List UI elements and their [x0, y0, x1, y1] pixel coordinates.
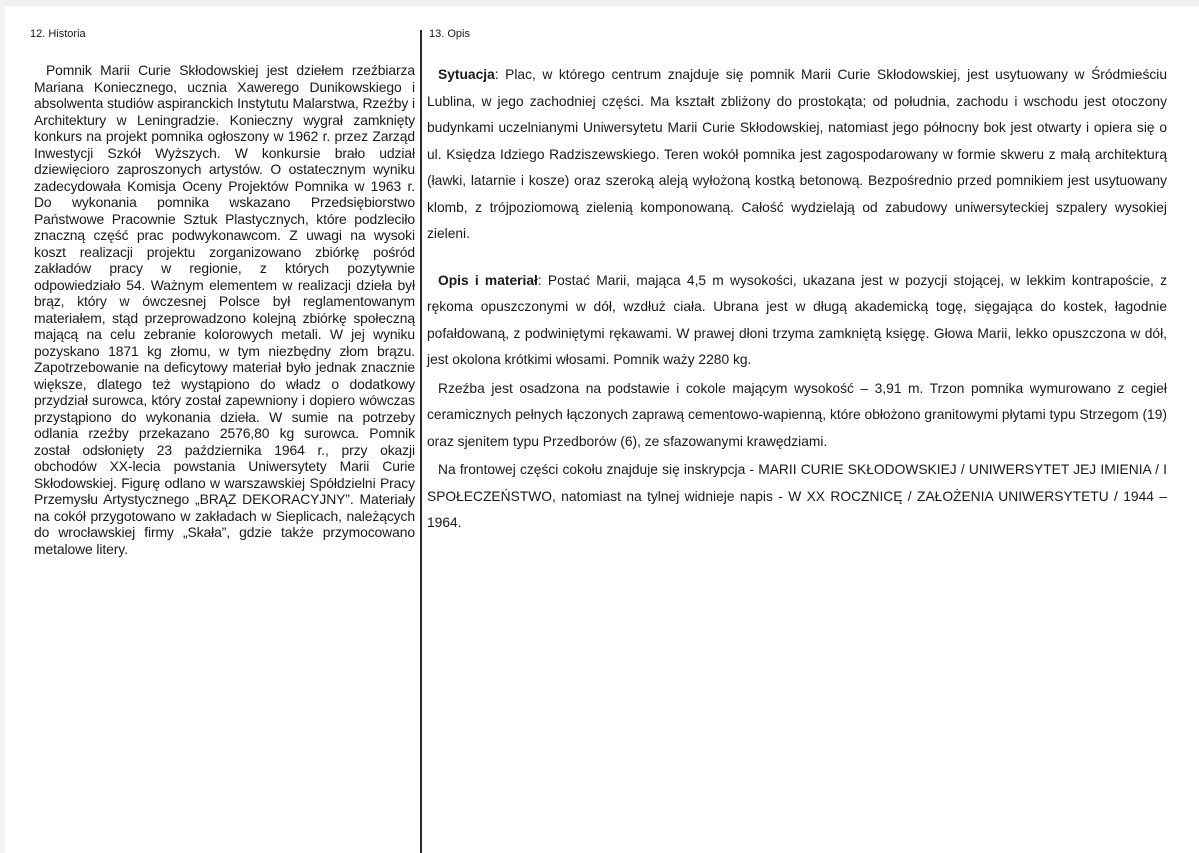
material-text: : Postać Marii, mająca 4,5 m wysokości, ukazana jest w pozycji stojącej, w lekkim kontrapoście, z rękoma opuszczonymi w dół, wzdłuż ciała. Ubrana jest w długą akademicką togę, sięgająca do kostek, łagodnie pofałdowaną, z podwiniętymi rękawami. W prawej dłoni trzyma zamkniętą księgę. Głowa Marii, lekko opuszczona w dół, jest okolona krótkimi włosami. Pomnik waży 2280 kg. — [427, 272, 1167, 367]
material-label: Opis i materiał — [438, 272, 538, 288]
description-heading: 13. Opis — [429, 28, 470, 40]
scan-left-edge — [0, 0, 5, 853]
column-divider — [420, 30, 422, 853]
history-text: Pomnik Marii Curie Skłodowskiej jest dziełem rzeźbiarza Mariana Koniecznego, ucznia Xawerego Dunikowskiego i absolwenta studiów aspiranckich Instytutu Malarstwa, Rzeźby i Architektury w Leningradzie. Konieczny wygrał zamknięty konkurs na projekt pomnika ogłoszony w 1962 r. przez Zarząd Inwestycji Szkół Wyższych. W konkursie brało udział dziewięcioro zaproszonych artystów. O ostatecznym wyniku zadecydowała Komisja Oceny Projektów Pomnika w 1963 r. Do wykonania pomnika wskazano Przedsiębiorstwo Państwowe Pracownie Sztuk Plastycznych, które podzleciło znaczną część prac podwykonawcom. Z uwagi na wysoki koszt realizacji projektu zorganizowano zbiórkę pośród zakładów pracy w regionie, z których pozytywnie odpowiedziało 54. Ważnym elementem w realizacji dzieła był brąz, który w ówczesnej Polsce był reglamentowanym materiałem, stąd przeprowadzono kolejną zbiórkę społeczną mającą na celu zebranie kolorowych metali. W jej wyniku pozyskano 1871 kg złomu, w tym niezbędny złom brązu. Zapotrzebowanie na deficytowy materiał było jednak znacznie większe, dlatego też wystąpiono do władz o dodatkowy przydział surowca, który został zapewniony i dopiero wówczas przystąpiono do wykonania dzieła. W sumie na potrzeby odlania rzeźby przekazano 2576,80 kg surowca. Pomnik został odsłonięty 23 października 1964 r., przy okazji obchodów XX-lecia powstania Uniwersytety Marii Curie Skłodowskiej. Figurę odlano w warszawskiej Spółdzielni Pracy Przemysłu Artystycznego „BRĄZ DEKORACYJNY”. Materiały na cokół przygotowano w zakładach w Sieplicach, należących do wrocławskiej firmy „Skała”, gdzie także przymocowano metalowe litery. — [34, 62, 415, 557]
description-column — [427, 28, 1167, 537]
history-heading: 12. Historia — [30, 28, 86, 40]
situation-text: : Plac, w którego centrum znajduje się pomnik Marii Curie Skłodowskiej, jest usytuowany w Śródmieściu Lublina, w jego zachodniej części. Ma kształt zbliżony do prostokąta; od południa, zachodu i wschodu jest otoczony budynkami uczelnianymi Uniwersytetu Marii Curie Skłodowskiej, natomiast jego północny bok jest otwarty i opiera się o ul. Księdza Idziego Radziszewskiego. Teren wokół pomnika jest zagospodarowany w formie skweru z małą architekturą (ławki, latarnie i kosze) oraz szeroką aleją wyłożoną kostką betonową. Bezpośrednio przed pomnikiem jest usytuowany klomb, z trójpoziomową zielenią komponowaną. Całość wydzielają od zabudowy uniwersyteckiej szpalery wysokiej zieleni. — [427, 67, 1167, 241]
pedestal-paragraph: Rzeźba jest osadzona na podstawie i cokole mającym wysokość – 3,91 m. Trzon pomnika wymurowano z cegieł ceramicznych pełnych łączonych zaprawą cementowo-wapienną, które obłożono granitowymi płytami typu Strzegom (19) oraz sjenitem typu Przedborów (6), ze sfazowanymi krawędziami. — [427, 380, 1167, 449]
inscription-paragraph: Na frontowej części cokołu znajduje się inskrypcja - MARII CURIE SKŁODOWSKIEJ / UNIWERSYTET JEJ IMIENIA / I SPOŁECZEŃSTWO, natomiast na tylnej widnieje napis - W XX ROCZNICĘ / ZAŁOŻENIA UNIWERSYTETU / 1944 – 1964. — [427, 462, 1167, 530]
situation-label: Sytuacja — [438, 67, 495, 82]
history-column — [30, 28, 415, 557]
situation-paragraph — [427, 62, 1167, 248]
scan-top-edge — [0, 0, 1199, 6]
material-paragraph — [427, 268, 1167, 374]
